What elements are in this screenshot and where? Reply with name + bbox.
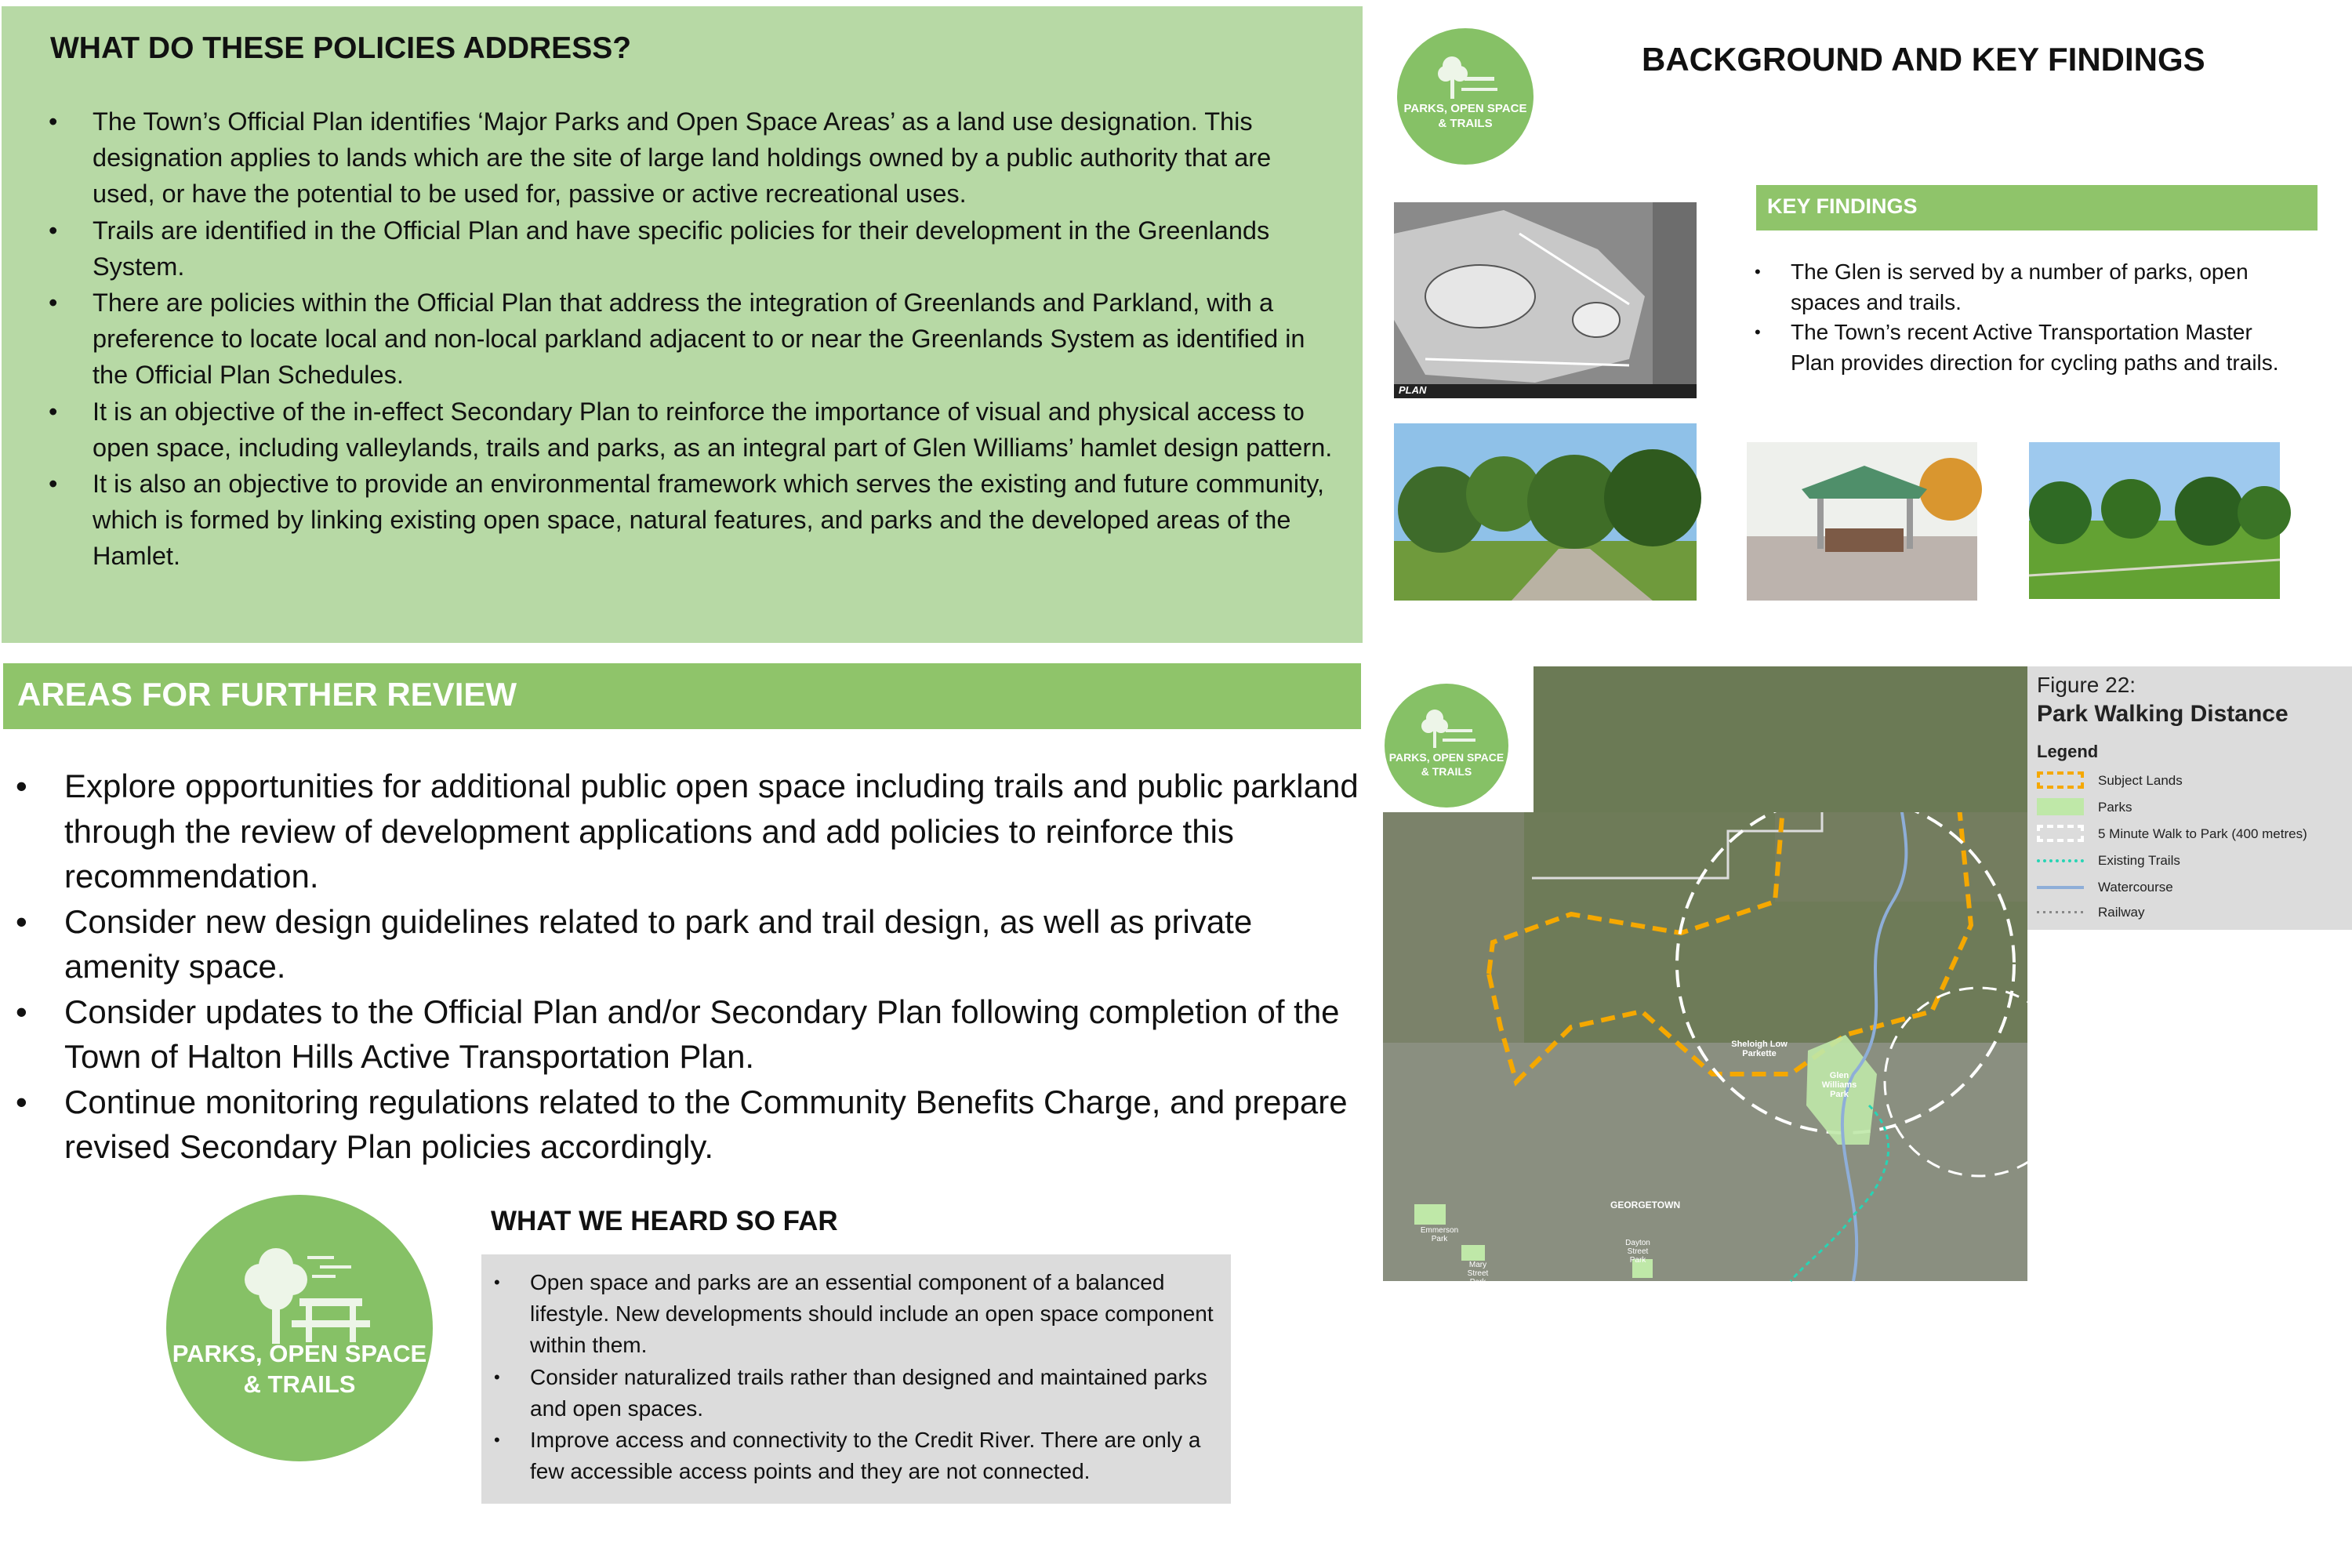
legend-label: Parks (2098, 800, 2132, 815)
map-label: Mary Street Park (1467, 1261, 1489, 1287)
key-findings-title: KEY FINDINGS (1767, 194, 1918, 218)
legend-swatch-subject-lands (2037, 771, 2084, 789)
legend-label: 5 Minute Walk to Park (400 metres) (2098, 826, 2307, 841)
figure-label: Figure 22: (2037, 673, 2136, 697)
plan-label: PLAN (1399, 384, 1427, 396)
list-item: • Open space and parks are an essential component of a balanced lifestyle. New developments should include an open space component within them. (486, 1267, 1228, 1362)
park-trees-image (1394, 423, 1697, 601)
field-image (2029, 442, 2280, 599)
list-item: • It is an objective of the in-effect Secondary Plan to reinforce the importance of visual and physical access to open space, including valleylands, trails and parks, as an integral part of Glen Williams’ hamlet design pattern. (49, 394, 1334, 466)
legend-swatch-watercourse (2037, 886, 2084, 889)
park-photo (1394, 423, 1697, 601)
list-item: • Consider updates to the Official Plan and/or Secondary Plan following completion of the Town of Halton Hills Active Transportation Plan. (16, 989, 1364, 1080)
heard-title: WHAT WE HEARD SO FAR (491, 1206, 838, 1236)
list-item: • The Town’s Official Plan identifies ‘Major Parks and Open Space Areas’ as a land use designation. This designation applies to lands which are the site of large land holdings owned by a public authority that are used, or have the potential to be used for, passive or active recreational uses. (49, 103, 1334, 212)
legend-swatch-railway (2037, 911, 2084, 913)
map-upper-area (1534, 666, 2029, 812)
list-item: • It is also an objective to provide an environmental framework which serves the existing and future community, which is formed by linking existing open space, natural features, and parks and the developed areas of the Hamlet. (49, 466, 1334, 575)
figure-title: Park Walking Distance (2037, 701, 2288, 727)
list-item: • Explore opportunities for additional public open space including trails and public parkland through the review of development applications and add policies to reinforce this recommendation. (16, 764, 1364, 899)
tree-picnic-table-icon (1385, 684, 1508, 808)
policies-list (49, 103, 1334, 575)
legend-swatch-trails (2037, 859, 2084, 862)
site-plan-drawing (1394, 202, 1697, 398)
list-item: • Continue monitoring regulations related to the Community Benefits Charge, and prepare revised Secondary Plan policies accordingly. (16, 1080, 1364, 1170)
review-list (16, 764, 1364, 1170)
tree-picnic-table-icon (1397, 28, 1534, 165)
list-item: • Trails are identified in the Official Plan and have specific policies for their development in the Greenlands System. (49, 212, 1334, 285)
legend-label: Watercourse (2098, 880, 2173, 895)
legend-label: Subject Lands (2098, 773, 2183, 788)
pavilion-photo (1747, 442, 1977, 601)
list-item: • Consider naturalized trails rather than designed and maintained parks and open spaces. (486, 1362, 1228, 1425)
key-findings-list (1753, 257, 2302, 379)
map-label: Emmerson Park (1420, 1226, 1459, 1243)
policies-title: WHAT DO THESE POLICIES ADDRESS? (50, 31, 632, 65)
list-item: • The Town’s recent Active Transportation Master Plan provides direction for cycling paths and trails. (1753, 318, 2302, 378)
legend-swatch-walk (2037, 825, 2084, 842)
field-photo (2029, 442, 2280, 599)
list-item: • The Glen is served by a number of parks, open spaces and trails. (1753, 257, 2302, 318)
legend-swatch-parks (2037, 798, 2084, 815)
background-title: BACKGROUND AND KEY FINDINGS (1642, 41, 2205, 78)
list-item: • There are policies within the Official Plan that address the integration of Greenlands and Parkland, with a preference to locate local and non-local parkland adjacent to or near the Greenlands System as identified in the Official Plan Schedules. (49, 285, 1334, 394)
map-label: GEORGETOWN (1610, 1200, 1681, 1210)
logo-text: PARKS, OPEN SPACE & TRAILS (172, 1340, 427, 1398)
map-label: Dayton Street Park (1625, 1239, 1650, 1265)
map-label: Sheloigh Low Parkette (1731, 1040, 1788, 1058)
review-title: AREAS FOR FURTHER REVIEW (17, 676, 517, 713)
map-legend (2027, 666, 2352, 930)
parks-logo-small (1397, 28, 1534, 165)
map-label: Glen Williams Park (1821, 1071, 1857, 1099)
heard-list (486, 1267, 1228, 1487)
list-item: • Consider new design guidelines related to park and trail design, as well as private amenity space. (16, 899, 1364, 989)
parks-logo-large (166, 1195, 433, 1461)
parks-logo-map (1385, 684, 1508, 808)
pavilion-image (1747, 442, 1977, 601)
list-item: • Improve access and connectivity to the Credit River. There are only a few accessible access points and they are not connected. (486, 1425, 1228, 1487)
legend-label: Railway (2098, 905, 2145, 920)
site-plan-image (1394, 202, 1697, 398)
logo-text: PARKS, OPEN SPACE & TRAILS (1403, 102, 1527, 130)
tree-picnic-table-icon (166, 1195, 433, 1461)
legend-label: Existing Trails (2098, 853, 2180, 868)
logo-text: PARKS, OPEN SPACE & TRAILS (1388, 751, 1504, 778)
legend-title: Legend (2037, 742, 2099, 761)
